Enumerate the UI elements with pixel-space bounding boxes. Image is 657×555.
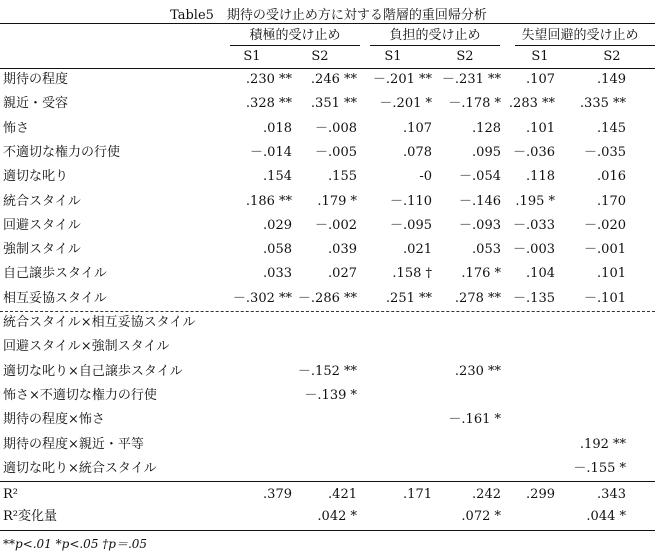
table-row-value: －.110 (390, 193, 432, 209)
top-rule (0, 23, 655, 24)
table-row-value: －.152 ** (297, 363, 357, 379)
table-row-value: －.014 (250, 144, 292, 160)
table-row-label: 適切な叱り×自己譲歩スタイル (3, 363, 183, 379)
table-row-value: －.231 ** (441, 72, 501, 87)
subheader-5: S1 (531, 49, 549, 64)
table-row-value: .192 ** (579, 436, 626, 452)
table-row-value: .033 (263, 266, 292, 282)
r2-row-value: .299 (526, 487, 555, 502)
table-row-value: .230 ** (454, 363, 501, 379)
table-row-label: 適切な叱り×統合スタイル (3, 460, 157, 476)
r2-row-value: .242 (472, 487, 501, 502)
group-underline (230, 45, 360, 46)
table-row-value: －.093 (459, 217, 501, 233)
table-row-value: －.005 (315, 144, 357, 160)
table-row-value: .095 (472, 144, 501, 160)
group-header-positive: 積極的受け止め (249, 28, 341, 43)
subheader-4: S2 (456, 49, 474, 64)
group-header-disappointment: 失望回避的受け止め (521, 28, 639, 43)
table-row-label: 親近・受容 (3, 96, 69, 112)
table-row-label: 回避スタイル (3, 217, 81, 233)
table-row-label: 怖さ×不適切な権力の行使 (3, 387, 157, 403)
table-row-label: 強制スタイル (3, 242, 81, 258)
table-row-value: .154 (263, 169, 292, 185)
table-row-value: .021 (403, 242, 432, 258)
table-title: Table5 期待の受け止め方に対する階層的重回帰分析 (170, 8, 487, 23)
table-row-value: .155 (328, 169, 357, 185)
r2-change-row-label: R²変化量 (3, 509, 57, 524)
table-row-value: .186 ** (245, 193, 292, 209)
r2-row-value: .379 (263, 487, 292, 502)
table-row-label: 相互妥協スタイル (3, 290, 107, 306)
table-row-label: 怖さ (3, 120, 30, 136)
table-row-value: .246 ** (310, 72, 357, 87)
table-row-value: －.146 (459, 193, 501, 209)
table-row-value: －.003 (513, 242, 555, 258)
table-row-value: .145 (597, 120, 626, 136)
subheader-3: S1 (384, 49, 402, 64)
table-row-label: 回避スタイル×強制スタイル (3, 339, 170, 355)
table-row-value: .107 (403, 120, 432, 136)
table-row-value: .351 ** (310, 96, 357, 112)
table-row-label: 統合スタイル (3, 193, 81, 209)
table-row-value: .016 (597, 169, 626, 185)
r2-row-value: .171 (403, 487, 432, 502)
table-row-value: .039 (328, 242, 357, 258)
footnote-text: **p<.01 *p<.05 †p＝.05 (3, 537, 148, 551)
table-row-label: 期待の程度 (3, 72, 69, 87)
table-row-value: .104 (526, 266, 555, 282)
table-row-value: .029 (263, 217, 292, 233)
table-row-label: 期待の程度×怖さ (3, 412, 105, 428)
table-row-value: －.155 * (573, 460, 626, 476)
r2-change-row-value: .042 * (317, 509, 357, 524)
table-row-value: －.201 * (379, 96, 432, 112)
table-row-value: .251 ** (385, 290, 432, 306)
table-row-value: －.302 ** (232, 290, 292, 306)
table-row-value: －.101 (584, 290, 626, 306)
table-row-value: .179 * (317, 193, 357, 209)
table-row-value: －.095 (390, 217, 432, 233)
table-row-value: .149 (597, 72, 626, 87)
table-row-value: －.201 ** (372, 72, 432, 87)
table-row-value: .328 ** (245, 96, 292, 112)
table-row-value: －.054 (459, 169, 501, 185)
group-underline (515, 45, 655, 46)
table-row-value: .278 ** (454, 290, 501, 306)
table-row-label: 適切な叱り (3, 169, 69, 185)
table-row-value: －.135 (513, 290, 555, 306)
subheader-1: S1 (243, 49, 261, 64)
significance-footnote (3, 535, 147, 552)
table-row-value: .230 ** (245, 72, 292, 87)
r2-row-label: R² (3, 487, 18, 502)
table-row-value: .058 (263, 242, 292, 258)
step-divider (0, 311, 655, 312)
table-row-value: .101 (526, 120, 555, 136)
table-row-value: .335 ** (579, 96, 626, 112)
header-rule (0, 68, 655, 69)
table-row-value: －.008 (315, 120, 357, 136)
subheader-6: S2 (603, 49, 621, 64)
table-row-value: .018 (263, 120, 292, 136)
table-row-value: .283 ** (508, 96, 555, 112)
table-row-label: 統合スタイル×相互妥協スタイル (3, 315, 196, 330)
table-row-value: －.035 (584, 144, 626, 160)
stats-rule (0, 481, 655, 482)
table-row-value: .101 (597, 266, 626, 282)
table-row-value: .107 (526, 72, 555, 87)
group-header-burden: 負担的受け止め (389, 28, 481, 43)
table-row-value: －.178 * (448, 96, 501, 112)
subheader-2: S2 (311, 49, 329, 64)
table-row-value: －.001 (584, 242, 626, 258)
r2-change-row-value: .072 * (461, 509, 501, 524)
table-row-value: .027 (328, 266, 357, 282)
table-row-value: －.161 * (448, 412, 501, 428)
table-row-value: －.286 ** (297, 290, 357, 306)
table-row-value: －.002 (315, 217, 357, 233)
table-row-value: .053 (472, 242, 501, 258)
table-row-value: .078 (403, 144, 432, 160)
bottom-rule (0, 530, 655, 531)
table-row-value: －.020 (584, 217, 626, 233)
table-row-label: 自己譲歩スタイル (3, 266, 107, 282)
r2-row-value: .421 (328, 487, 357, 502)
r2-row-value: .343 (597, 487, 626, 502)
table-row-value: .195 * (515, 193, 555, 209)
table-row-value: .118 (526, 169, 555, 185)
table-row-label: 不適切な権力の行使 (3, 144, 121, 160)
table-row-value: －.036 (513, 144, 555, 160)
table-row-label: 期待の程度×親近・平等 (3, 436, 144, 452)
table-row-value: .128 (472, 120, 501, 136)
table-row-value: -0 (419, 169, 432, 185)
table-row-value: .158 † (392, 266, 432, 282)
table-row-value: .170 (597, 193, 626, 209)
r2-change-row-value: .044 * (586, 509, 626, 524)
table-row-value: －.033 (513, 217, 555, 233)
table-row-value: －.139 * (304, 387, 357, 403)
table-row-value: .176 * (461, 266, 501, 282)
group-underline (370, 45, 500, 46)
